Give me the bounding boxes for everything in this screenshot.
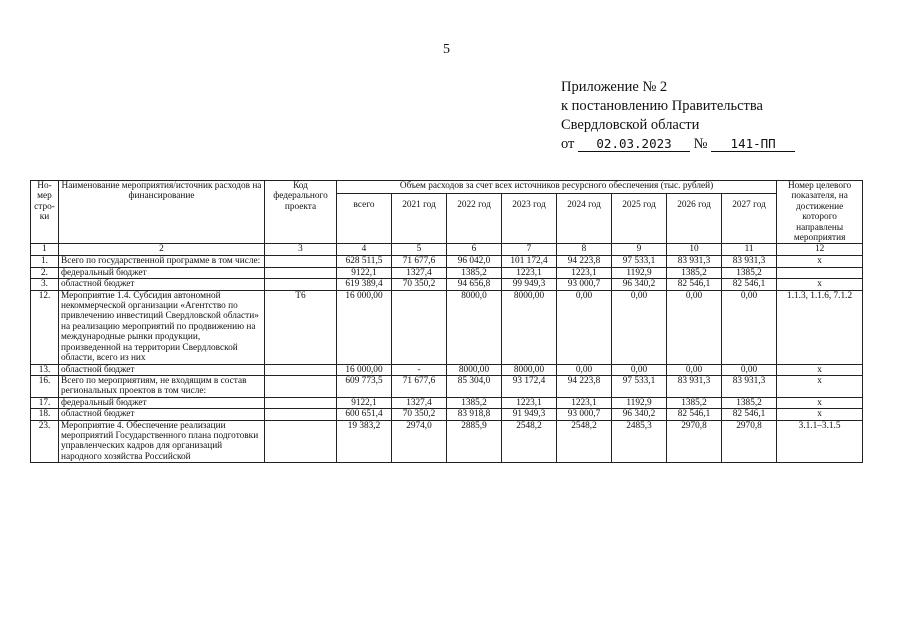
value-2022: 83 918,8 [447, 409, 502, 420]
row-name: Мероприятие 4. Обеспечение реализации мероприятий Государственного плана подготовки управленческих кадров для организаций народного хозяйства Российской [59, 420, 265, 463]
value-2027: 1385,2 [722, 397, 777, 408]
value-2021: 71 677,6 [392, 375, 447, 397]
annex-title: Приложение № 2 [561, 79, 668, 95]
page-number: 5 [443, 42, 450, 57]
value-2027: 83 931,3 [722, 256, 777, 267]
row-number: 12. [31, 290, 59, 364]
row-target: 1.1.3, 1.1.6, 7.1.2 [777, 290, 863, 364]
row-number: 1. [31, 256, 59, 267]
value-2024: 0,00 [557, 364, 612, 375]
value-2023: 8000,00 [502, 364, 557, 375]
row-number: 16. [31, 375, 59, 397]
col-index: 12 [777, 244, 863, 256]
value-2023: 1223,1 [502, 267, 557, 278]
value-2026: 83 931,3 [667, 256, 722, 267]
value-total: 9122,1 [337, 267, 392, 278]
value-total: 16 000,00 [337, 364, 392, 375]
value-2023: 1223,1 [502, 397, 557, 408]
row-code [265, 256, 337, 267]
annex-line-resolution: к постановлению Правительства [561, 98, 763, 114]
value-2023: 2548,2 [502, 420, 557, 463]
value-2021: 1327,4 [392, 397, 447, 408]
value-2023: 8000,00 [502, 290, 557, 364]
row-target [777, 267, 863, 278]
value-2022: 96 042,0 [447, 256, 502, 267]
value-2022: 1385,2 [447, 397, 502, 408]
value-total: 9122,1 [337, 397, 392, 408]
value-2024: 93 000,7 [557, 409, 612, 420]
row-code: Т6 [265, 290, 337, 364]
value-2025: 0,00 [612, 364, 667, 375]
value-2026: 1385,2 [667, 397, 722, 408]
annex-line-region: Свердловской области [561, 117, 700, 133]
value-2024: 93 000,7 [557, 279, 612, 290]
table-row [31, 267, 863, 278]
header-2026: 2026 год [667, 194, 722, 244]
table-row [31, 420, 863, 463]
row-name: Мероприятие 1.4. Субсидия автономной некоммерческой организации «Агентство по привлечению инвестиций Свердловской области» на реализацию мероприятий по продвижению на международные рынки продукции, произведенной на территории Свердловской области, всего из них [59, 290, 265, 364]
value-2024: 1223,1 [557, 267, 612, 278]
resolution-date: 02.03.2023 [578, 136, 690, 152]
row-name: областной бюджет [59, 364, 265, 375]
value-2024: 1223,1 [557, 397, 612, 408]
header-total: всего [337, 194, 392, 244]
row-name: Всего по мероприятиям, не входящим в состав региональных проектов в том числе: [59, 375, 265, 397]
value-2026: 82 546,1 [667, 409, 722, 420]
from-label: от [561, 136, 575, 152]
col-index: 5 [392, 244, 447, 256]
value-2021: 70 350,2 [392, 279, 447, 290]
row-name: областной бюджет [59, 409, 265, 420]
value-2027: 0,00 [722, 290, 777, 364]
value-total: 19 383,2 [337, 420, 392, 463]
col-index: 10 [667, 244, 722, 256]
table-row [31, 397, 863, 408]
value-2023: 93 172,4 [502, 375, 557, 397]
header-2024: 2024 год [557, 194, 612, 244]
value-2026: 82 546,1 [667, 279, 722, 290]
col-index: 7 [502, 244, 557, 256]
value-2023: 91 949,3 [502, 409, 557, 420]
value-2025: 96 340,2 [612, 409, 667, 420]
col-index: 1 [31, 244, 59, 256]
header-row-no: Но- мер стро- ки [31, 181, 59, 244]
value-2022: 94 656,8 [447, 279, 502, 290]
table-row [31, 409, 863, 420]
value-2026: 0,00 [667, 290, 722, 364]
value-2021 [392, 290, 447, 364]
value-2022: 85 304,0 [447, 375, 502, 397]
row-target: х [777, 279, 863, 290]
table-row [31, 364, 863, 375]
value-2022: 1385,2 [447, 267, 502, 278]
row-number: 13. [31, 364, 59, 375]
value-total: 628 511,5 [337, 256, 392, 267]
value-2024: 94 223,8 [557, 375, 612, 397]
value-2021: 2974,0 [392, 420, 447, 463]
row-number: 17. [31, 397, 59, 408]
value-2023: 101 172,4 [502, 256, 557, 267]
header-name: Наименование мероприятия/источник расходов на финансирование [59, 181, 265, 244]
value-2025: 2485,3 [612, 420, 667, 463]
value-2022: 8000,0 [447, 290, 502, 364]
header-2023: 2023 год [502, 194, 557, 244]
expenses-table [30, 180, 863, 463]
row-target: х [777, 364, 863, 375]
annex-header [561, 78, 795, 154]
value-2021: - [392, 364, 447, 375]
value-2024: 0,00 [557, 290, 612, 364]
value-2027: 82 546,1 [722, 279, 777, 290]
row-code [265, 364, 337, 375]
annex-date-number-line [561, 135, 795, 154]
resolution-number: 141-ПП [711, 136, 795, 152]
table-row [31, 256, 863, 267]
value-2025: 96 340,2 [612, 279, 667, 290]
row-number: 18. [31, 409, 59, 420]
value-2026: 1385,2 [667, 267, 722, 278]
row-number: 2. [31, 267, 59, 278]
value-2027: 2970,8 [722, 420, 777, 463]
value-2025: 0,00 [612, 290, 667, 364]
value-2024: 2548,2 [557, 420, 612, 463]
value-2021: 1327,4 [392, 267, 447, 278]
value-2026: 0,00 [667, 364, 722, 375]
row-name: Всего по государственной программе в том числе: [59, 256, 265, 267]
column-index-row [31, 244, 863, 256]
row-code [265, 420, 337, 463]
col-index: 6 [447, 244, 502, 256]
header-volume: Объем расходов за счет всех источников ресурсного обеспечения (тыс. рублей) [337, 181, 777, 194]
header-2022: 2022 год [447, 194, 502, 244]
row-name: областной бюджет [59, 279, 265, 290]
value-2021: 70 350,2 [392, 409, 447, 420]
col-index: 8 [557, 244, 612, 256]
value-2023: 99 949,3 [502, 279, 557, 290]
col-index: 4 [337, 244, 392, 256]
value-2027: 82 546,1 [722, 409, 777, 420]
header-2025: 2025 год [612, 194, 667, 244]
row-target: х [777, 409, 863, 420]
row-target: 3.1.1–3.1.5 [777, 420, 863, 463]
value-total: 600 651,4 [337, 409, 392, 420]
row-code [265, 375, 337, 397]
row-name: федеральный бюджет [59, 267, 265, 278]
col-index: 2 [59, 244, 265, 256]
value-2025: 1192,9 [612, 267, 667, 278]
table-row [31, 290, 863, 364]
col-index: 11 [722, 244, 777, 256]
value-2024: 94 223,8 [557, 256, 612, 267]
value-total: 16 000,00 [337, 290, 392, 364]
row-name: федеральный бюджет [59, 397, 265, 408]
row-code [265, 267, 337, 278]
header-2027: 2027 год [722, 194, 777, 244]
table-row [31, 279, 863, 290]
header-code: Код федерального проекта [265, 181, 337, 244]
value-total: 609 773,5 [337, 375, 392, 397]
value-2025: 1192,9 [612, 397, 667, 408]
value-2025: 97 533,1 [612, 256, 667, 267]
row-target: х [777, 375, 863, 397]
col-index: 3 [265, 244, 337, 256]
value-2027: 0,00 [722, 364, 777, 375]
table-row [31, 375, 863, 397]
header-2021: 2021 год [392, 194, 447, 244]
value-2022: 2885,9 [447, 420, 502, 463]
row-code [265, 409, 337, 420]
value-total: 619 389,4 [337, 279, 392, 290]
value-2021: 71 677,6 [392, 256, 447, 267]
row-number: 23. [31, 420, 59, 463]
value-2027: 1385,2 [722, 267, 777, 278]
number-label: № [693, 136, 708, 152]
row-target: х [777, 397, 863, 408]
row-target: х [777, 256, 863, 267]
value-2027: 83 931,3 [722, 375, 777, 397]
header-target: Номер целевого показателя, на достижение которого направлены мероприятия [777, 181, 863, 244]
row-code [265, 397, 337, 408]
row-number: 3. [31, 279, 59, 290]
value-2022: 8000,00 [447, 364, 502, 375]
value-2026: 2970,8 [667, 420, 722, 463]
col-index: 9 [612, 244, 667, 256]
value-2026: 83 931,3 [667, 375, 722, 397]
row-code [265, 279, 337, 290]
value-2025: 97 533,1 [612, 375, 667, 397]
